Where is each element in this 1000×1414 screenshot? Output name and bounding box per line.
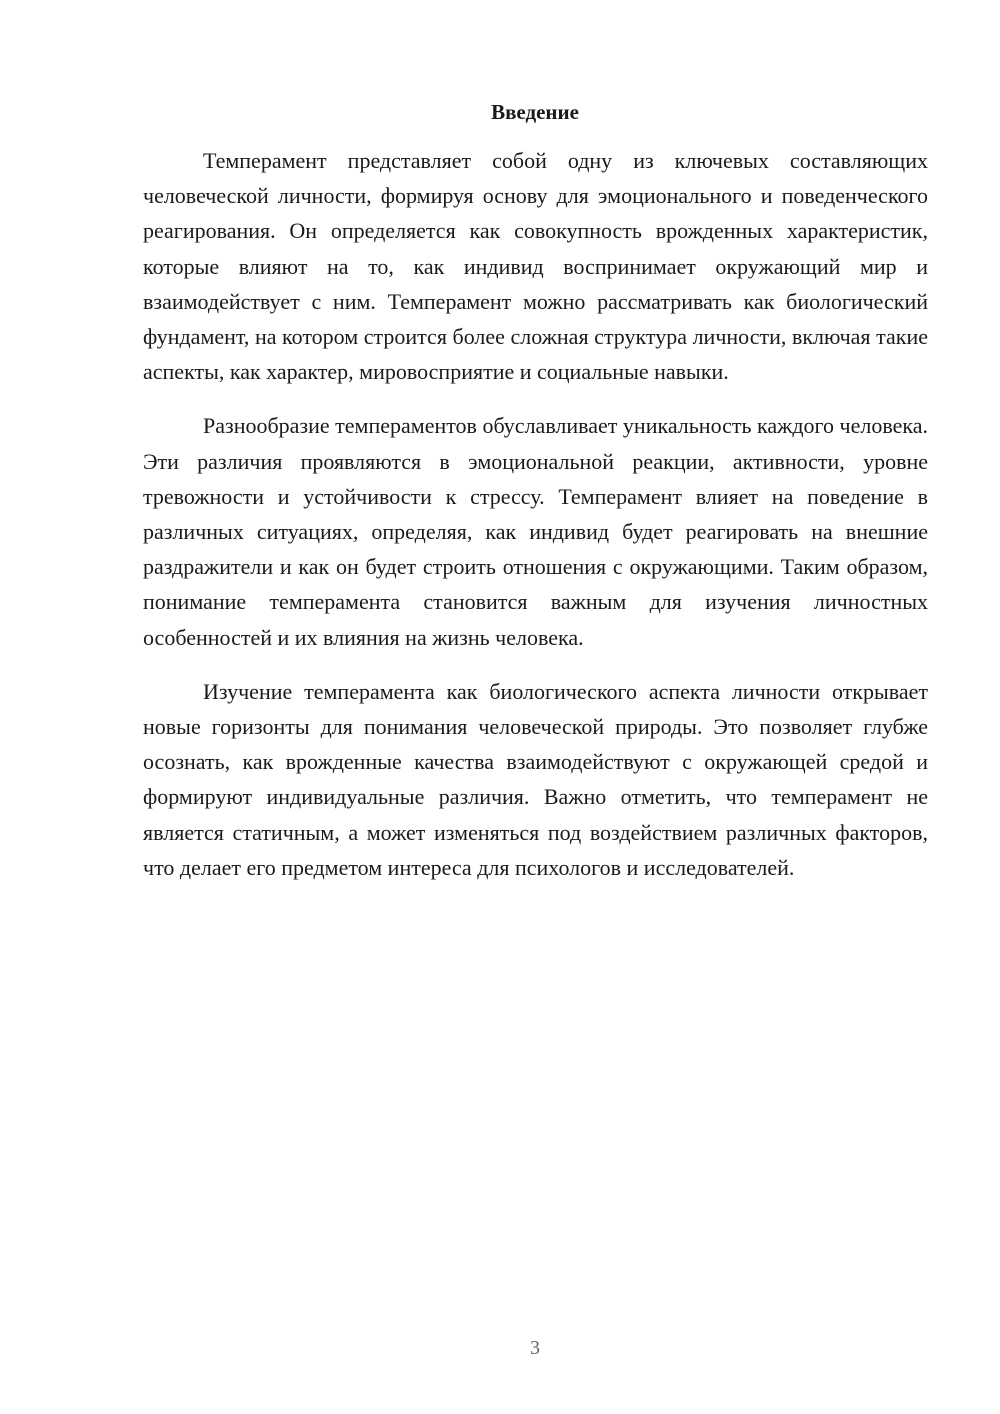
paragraph-1: Темперамент представляет собой одну из ключевых составляющих человеческой личности, формируя основу для эмоционального и поведенческого реагирования. Он определяется как совокупность врожденных характеристик, которые влияют на то, как индивид воспринимает окружающий мир и взаимодействует с ним. Темперамент можно рассматривать как биологический фундамент, на котором строится более сложная структура личности, включая такие аспекты, как характер, мировосприятие и социальные навыки. [143, 148, 928, 385]
paragraph-3: Изучение темперамента как биологического аспекта личности открывает новые горизонты для понимания человеческой природы. Это позволяет глубже осознать, как врожденные качества взаимодействуют с окружающей средой и формируют индивидуальные различия. Важно отметить, что темперамент не является статичным, а может изменяться под воздействием различных факторов, что делает его предметом интереса для психологов и исследователей. [143, 678, 928, 880]
paragraph-2: Разнообразие темпераментов обуславливает уникальность каждого человека. Эти различия проявляются в эмоциональной реакции, активности, уровне тревожности и устойчивости к стрессу. Темперамент влияет на поведение в различных ситуациях, определяя, как индивид будет реагировать на внешние раздражители и как он будет строить отношения с окружающими. Таким образом, понимание темперамента становится важным для изучения личностных особенностей и их влияния на жизнь человека. [143, 413, 928, 650]
page-number: 3 [530, 1337, 540, 1359]
document-body [143, 143, 928, 904]
section-title: Введение [491, 100, 579, 124]
